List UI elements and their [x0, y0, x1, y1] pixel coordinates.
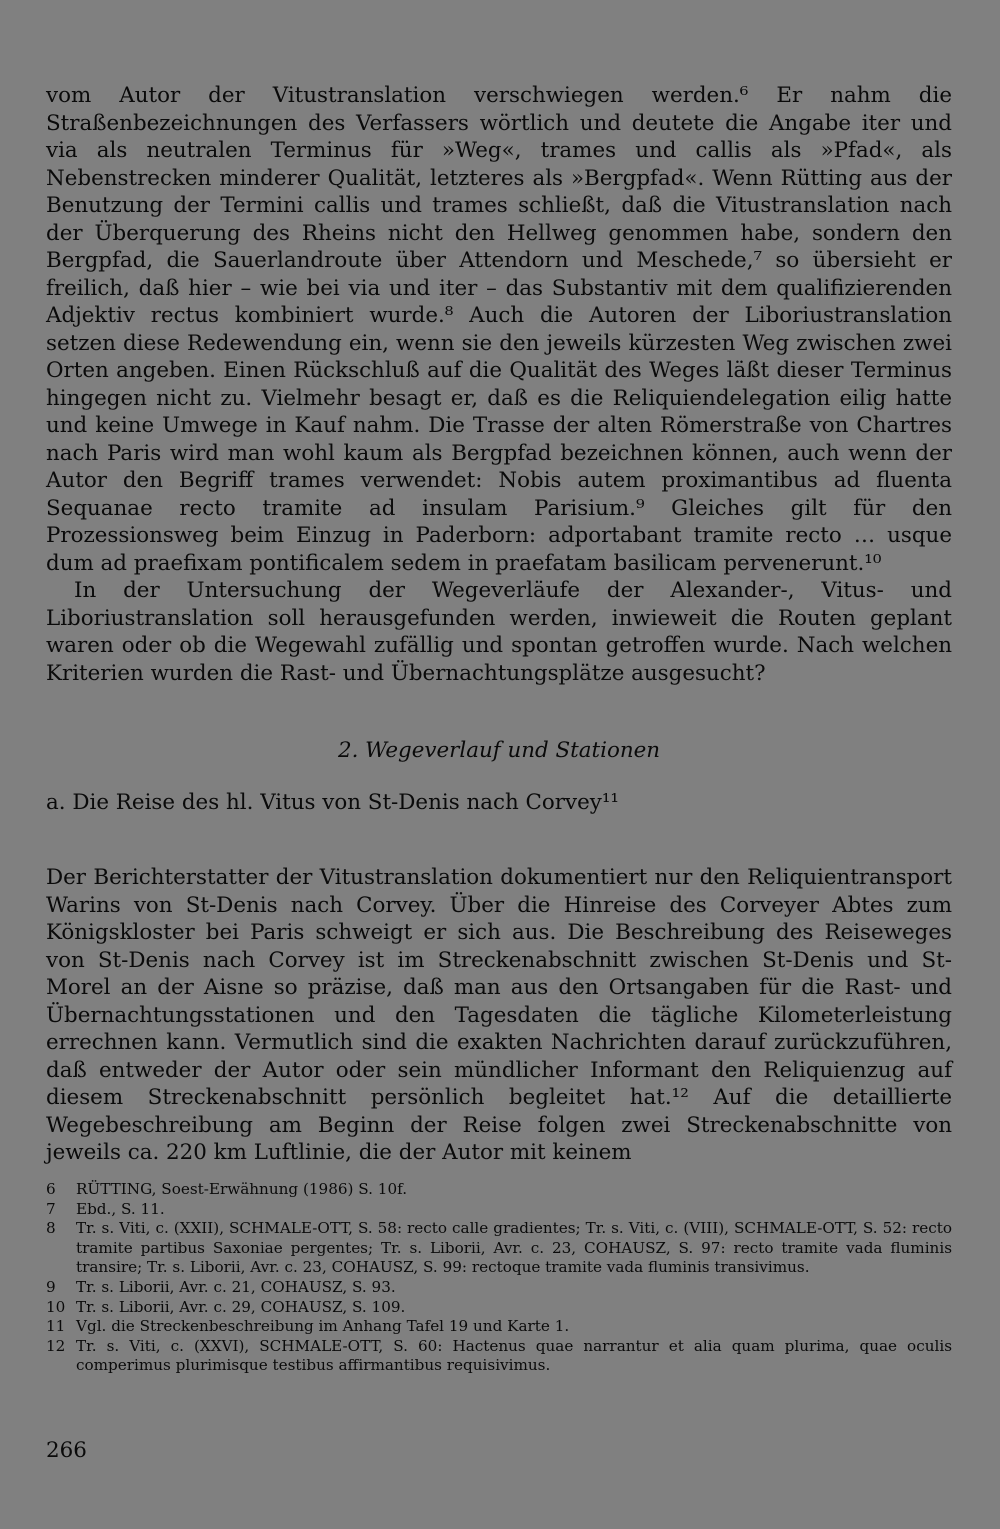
footnote-number: 10 — [46, 1297, 66, 1316]
footnote-number: 9 — [46, 1277, 56, 1296]
footnote-item — [46, 1298, 952, 1318]
subsection-heading: a. Die Reise des hl. Vitus von St-Denis nach Corvey¹¹ — [46, 790, 620, 815]
footnote-text: Ebd., S. 11. — [76, 1199, 165, 1218]
footnote-number: 12 — [46, 1336, 66, 1355]
footnote-text: Vgl. die Streckenbeschreibung im Anhang Tafel 19 und Karte 1. — [76, 1317, 570, 1336]
main-text-block-2 — [46, 843, 952, 1188]
paragraph-1: vom Autor der Vitustranslation verschwiegen werden.⁶ Er nahm die Straßenbezeichnungen des Verfassers wörtlich und deutete die Angabe iter und via als neutralen Terminus für »Weg«, trames und callis als »Pfad«, als Nebenstrecken minderer Qualität, letzteres als »Bergpfad«. Wenn Rütting aus der Benutzung der Termini callis und trames schließt, daß die Vitustranslation nach der Überquerung des Rheins nicht den Hellweg genommen habe, sondern den Bergpfad, die Sauerlandroute über Attendorn und Meschede,⁷ so übersieht er freilich, daß hier – wie bei via und iter – das Substantiv mit dem qualifizierenden Adjektiv rectus kombiniert wurde.⁸ Auch die Autoren der Liboriustranslation setzen diese Redewendung ein, wenn sie den jeweils kürzesten Weg zwischen zwei Orten angeben. Einen Rückschluß auf die Qualität des Weges läßt dieser Terminus hingegen nicht zu. Vielmehr besagt er, daß es die Reliquiendelegation eilig hatte und keine Umwege in Kauf nahm. Die Trasse der alten Römerstraße von Chartres nach Paris wird man wohl kaum als Bergpfad bezeichnen können, auch wenn der Autor den Begriff trames verwendet: Nobis autem proximantibus ad fluenta Sequanae recto tramite ad insulam Parisium.⁹ Gleiches gilt für den Prozessionsweg beim Einzug in Paderborn: adportabant tramite recto … usque dum ad praefixam pontificalem sedem in praefatam basilicam pervenerunt.¹⁰ — [46, 83, 952, 576]
footnotes — [46, 1180, 952, 1376]
footnote-text: Tr. s. Liborii, Avr. c. 29, COHAUSZ, S. 109. — [76, 1297, 406, 1316]
footnote-number: 8 — [46, 1219, 56, 1238]
footnote-number: 11 — [46, 1317, 66, 1336]
footnote-number: 6 — [46, 1180, 56, 1198]
footnote-item — [46, 1219, 952, 1278]
main-text-block — [46, 82, 952, 687]
footnote-text: RÜTTING, Soest-Erwähnung (1986) S. 10f. — [76, 1180, 408, 1198]
footnote-text: Tr. s. Liborii, Avr. c. 21, COHAUSZ, S. 93. — [76, 1277, 396, 1296]
section-heading: 2. Wegeverlauf und Stationen — [337, 738, 661, 763]
footnote-text: Tr. s. Viti, c. (XXVI), SCHMALE-OTT, S. 60: Hactenus quae narrantur et alia quam plurima, quae oculis comperimus plurimisque testibus affirmantibus requisivimus. — [76, 1336, 952, 1375]
footnote-number: 7 — [46, 1199, 56, 1218]
paragraph-2: In der Untersuchung der Wegeverläufe der Alexander-, Vitus- und Liboriustranslation soll herausgefunden werden, inwieweit die Routen geplant waren oder ob die Wegewahl zufällig und spontan getroffen wurde. Nach welchen Kriterien wurden die Rast- und Übernachtungsplätze ausgesucht? — [46, 578, 952, 686]
footnote-item — [46, 1337, 952, 1376]
paragraph-3: Der Berichterstatter der Vitustranslation dokumentiert nur den Reliquientransport Warins von St-Denis nach Corvey. Über die Hinreise des Corveyer Abtes zum Königskloster bei Paris schweigt er sich aus. Die Beschreibung des Reiseweges von St-Denis nach Corvey ist im Streckenabschnitt zwischen St-Denis und St-Morel an der Aisne so präzise, daß man aus den Ortsangaben für die Rast- und Übernachtungsstationen und den Tagesdaten die tägliche Kilometerleistung errechnen kann. Vermutlich sind die exakten Nachrichten darauf zurückzuführen, daß entweder der Autor oder sein mündlicher Informant den Reliquienzug auf diesem Streckenabschnitt persönlich begleitet hat.¹² Auf die detaillierte Wegebeschreibung am Beginn der Reise folgen zwei Streckenabschnitte von jeweils ca. 220 km Luftlinie, die der Autor mit keinem — [46, 865, 952, 1166]
footnote-item — [46, 1317, 952, 1337]
footnote-item — [46, 1200, 952, 1220]
footnote-item — [46, 1180, 952, 1200]
page-number: 266 — [46, 1438, 87, 1463]
footnote-item — [46, 1278, 952, 1298]
footnote-text: Tr. s. Viti, c. (XXII), SCHMALE-OTT, S. 58: recto calle gradientes; Tr. s. Viti, c. (VIII), SCHMALE-OTT, S. 52: recto tramite partibus Saxoniae pergentes; Tr. s. Liborii, Avr. c. 23, COHAUSZ, S. 97: recto tramite vada fluminis transire; Tr. s. Liborii, Avr. c. 23, COHAUSZ, S. 99: rectoque tramite vada fluminis transivimus. — [76, 1219, 952, 1277]
